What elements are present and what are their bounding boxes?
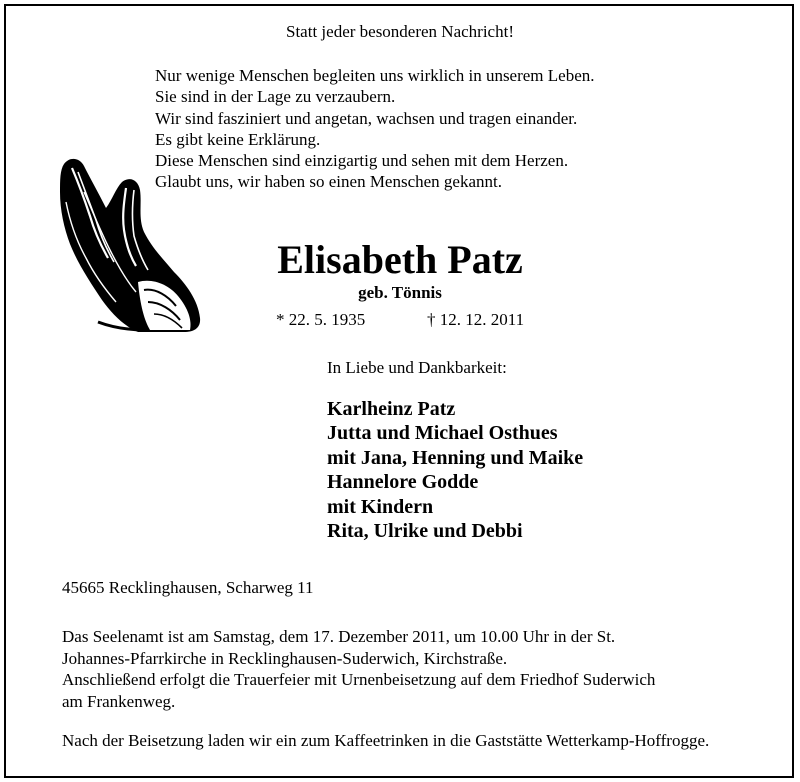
poem-line: Nur wenige Menschen begleiten uns wirklich in unserem Leben.	[155, 66, 595, 85]
mourner: Hannelore Godde	[327, 471, 479, 494]
service-line: Johannes-Pfarrkirche in Recklinghausen-Suderwich, Kirchstraße.	[62, 648, 508, 668]
poem-line: Sie sind in der Lage zu verzaubern.	[155, 87, 396, 107]
coffee-invitation: Nach der Beisetzung laden wir ein zum Kaffeetrinken in die Gaststätte Wetterkamp-Hoffrogge.	[62, 731, 710, 750]
deceased-name: Elisabeth Patz	[277, 237, 523, 282]
mourner: Rita, Ulrike und Debbi	[327, 520, 523, 543]
service-line: Das Seelenamt ist am Samstag, dem 17. Dezember 2011, um 10.00 Uhr in der St.	[62, 627, 616, 646]
birth-date: * 22. 5. 1935	[276, 310, 366, 329]
poem-line: Glaubt uns, wir haben so einen Menschen gekannt.	[155, 172, 502, 192]
service-info	[62, 626, 655, 712]
poem-line: Es gibt keine Erklärung.	[155, 129, 321, 149]
address: 45665 Recklinghausen, Scharweg 11	[62, 578, 314, 597]
mourner: Karlheinz Patz	[327, 398, 456, 420]
poem-line: Wir sind fasziniert und angetan, wachsen und tragen einander.	[155, 108, 578, 128]
death-date: † 12. 12. 2011	[427, 310, 525, 329]
mourner: mit Jana, Henning und Maike	[327, 446, 584, 469]
dedication: In Liebe und Dankbarkeit:	[327, 358, 507, 377]
notice-header: Statt jeder besonderen Nachricht!	[286, 22, 514, 41]
service-line: am Frankenweg.	[62, 691, 176, 711]
maiden-name: geb. Tönnis	[358, 283, 442, 302]
poem-line: Diese Menschen sind einzigartig und sehen mit dem Herzen.	[155, 151, 569, 171]
mourners-list	[327, 397, 583, 543]
mourner: mit Kindern	[327, 495, 434, 518]
mourner: Jutta und Michael Osthues	[327, 422, 558, 445]
poem	[155, 65, 595, 193]
service-line: Anschließend erfolgt die Trauerfeier mit Urnenbeisetzung auf dem Friedhof Suderwich	[62, 670, 656, 689]
